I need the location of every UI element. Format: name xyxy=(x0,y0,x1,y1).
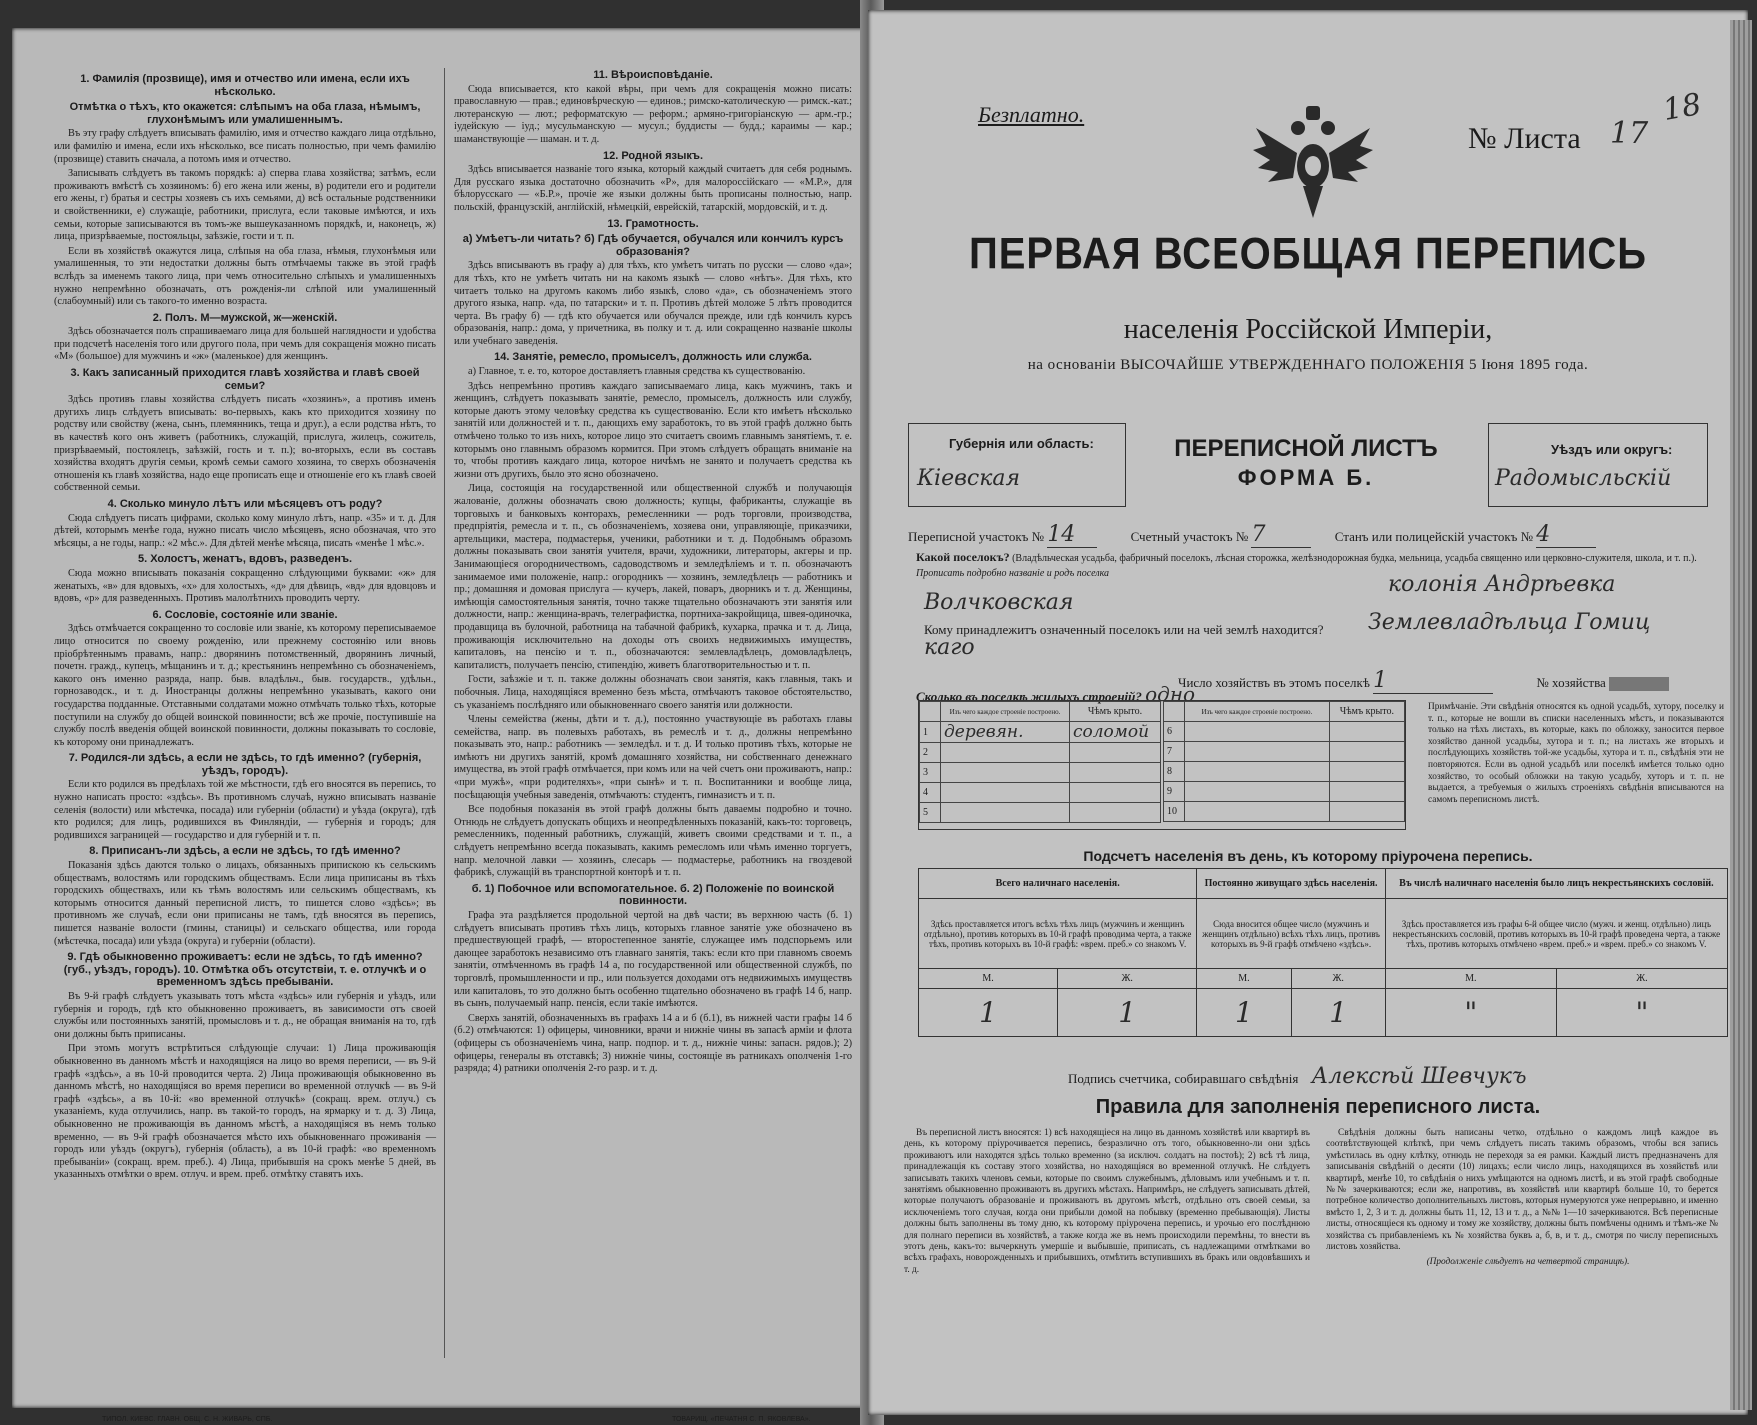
instruction-heading: 1. Фамилія (прозвище), имя и отчество или имена, если ихъ нѣсколько. xyxy=(80,73,410,98)
hozyaistvo-number-label: № хозяйства xyxy=(1536,675,1606,690)
instruction-paragraph: Сюда можно вписывать показанія сокращенно слѣдующими буквами: «ж» для женатыхъ, «в» для вдовыхъ, «х» для холостыхъ, «д» для дѣвицъ, «вд» для вдовцовъ и вдовъ, «р» для разведенныхъ. Противъ малолѣтнихъ проводить черту. xyxy=(54,567,436,605)
uezd-value: Радомысльскій xyxy=(1495,466,1672,491)
bld-head-material: Изъ чего каждое строеніе построено. xyxy=(1185,702,1330,722)
instruction-heading: 5. Холостъ, женатъ, вдовъ, разведенъ. xyxy=(137,553,353,566)
right-page xyxy=(868,10,1748,1415)
page-edges xyxy=(1730,20,1752,1410)
hozyaistvo-number-redacted xyxy=(1609,677,1669,691)
handwritten-page-number: 18 xyxy=(1660,86,1704,129)
rules-title: Правила для заполненія переписного листа. xyxy=(1095,1096,1541,1118)
form-name xyxy=(1124,423,1488,491)
bld-row1-roof: соломой xyxy=(1069,722,1160,743)
instruction-paragraph: Если въ хозяйствѣ окажутся лица, слѣпыя на оба глаза, нѣмыя, глухонѣмыя или умалишенныя, то эти недостатки должны быть отмѣчаемы также въ этой графѣ вслѣдъ за именемъ такого лица, при чемъ относительно слѣпыхъ и умалишенныхъ нужно непремѣнно обозначать, отъ рожденія-ли слѣпой или умалишенный (слабоумный) или съ такого-то именно возраста. xyxy=(54,245,436,308)
schetny-value: 7 xyxy=(1251,522,1311,548)
instruction-paragraph: Графа эта раздѣляется продольной чертой на двѣ части; въ верхнюю часть (б. 1) слѣдуетъ вписывать противъ тѣхъ лицъ, которыхъ главное занятіе уже обозначено въ предшествующей графѣ, — второстепенное занятіе, служащее имъ подспорьемъ или дающее заработокъ независимо отъ главнаго занятія, такъ: если кто при главномъ своемъ занятіи, отмѣченномъ въ графѣ 14 а, по государственной или общественной службѣ, по торговлѣ, промышленности и пр., или пользуется доходами отъ недвижимыхъ имуществъ или капиталовъ, то это должно быть особенно тщательно обозначено въ графѣ 14 б, напр. въ сынъ, получаемый напр. пенсія, если такіе имѣются. xyxy=(454,910,852,1010)
imprint-right: ТОВАРИЩ. «ПЕЧАТНЯ С. П. ЯКОВЛЕВА». xyxy=(672,1416,811,1423)
rules-text-left: Въ переписной листъ вносятся: 1) всѣ находящіеся на лицо въ данномъ хозяйствѣ или квартирѣ въ день, къ которому пріурочивается перепись, безразлично отъ того, обыкновенно-ли они здѣсь проживаютъ или находятся здѣсь только временно (за исключ. солдатъ на постоѣ); 2) всѣ тѣ лица, принадлежащія къ составу этого хозяйства, но находящіяся во временной отлучкѣ. Не слѣдуетъ записывать такихъ членовъ семьи, которые по своимъ служебнымъ, дѣловымъ или учебнымъ и т. п. занятіямъ обыкновенно проживаютъ въ другихъ мѣстахъ. Напримѣръ, не слѣдуетъ записывать дѣтей, которые получаютъ образованіе и проживаютъ въ другомъ мѣстѣ, отдѣльно отъ своей семьи, за исключеніемъ того случая, когда они прибыли домой на побывку (временно пребывающія). Листы должны быть заполнены въ тому дню, къ которому пріурочена перепись, и урочью его послѣднюю для полнаго переписи въ хозяйствѣ, а также когда же въ немъ происходили перемѣны, то внести въ этотъ день, какъ-то: вычеркнуть умершіе и выбывшіе, приписать, съ надлежащими отмѣтками во всѣхъ графахъ, новорожденныхъ и прибывшихъ, отмѣтить вступившихъ въ бракъ или овдовѣвшихъ и т. д. xyxy=(904,1128,1310,1275)
poselok-hint2: Прописать подробно названіе и родъ поселка xyxy=(916,568,1110,579)
col-female: Ж. xyxy=(1556,969,1727,989)
gubernia-box xyxy=(908,423,1126,507)
instruction-paragraph: Здѣсь вписываютъ въ графу а) для тѣхъ, кто умѣетъ читать по русски — слово «да»; для тѣхъ, кто не умѣетъ читать ни на какомъ языкѣ — слово «нѣтъ». Для тѣхъ, кто читаетъ только на другомъ какомъ либо языкѣ, слово «да», съ обозначеніемъ этого другого языка, напр. «да, по татарски» и т. п. Противъ дѣтей моложе 5 лѣтъ проводится черта. Въ графу б) — гдѣ кто обучается или обучался прежде, или гдѣ кончилъ курсъ образованія, напр.: дома, у причетника, въ полку и т. д. или сокращенно названіе школы или учебнаго заведенія. xyxy=(454,260,852,347)
rules-column-right xyxy=(1326,1128,1718,1269)
uezd-box xyxy=(1488,423,1708,507)
bld-head-roof: Чѣмъ крыто. xyxy=(1329,702,1404,722)
legal-basis: на основаніи ВЫСОЧАЙШЕ УТВЕРЖДЕННАГО ПОЛОЖЕНІЯ 5 Іюня 1895 года. xyxy=(1027,357,1589,373)
pop-value: " xyxy=(1556,989,1727,1037)
rules-column-left xyxy=(904,1128,1310,1276)
instruction-paragraph: а) Главное, т. е. то, которое доставляетъ главныя средства къ существованію. xyxy=(468,366,806,378)
bld-head-roof: Чѣмъ крыто. xyxy=(1069,702,1160,722)
pop-desc-nonpeasant: Здѣсь проставляется изъ графы 6-й общее число (мужч. и женщ. отдѣльно) лицъ некрестьянскихъ сословій, противъ которыхъ въ 10-й графѣ проведена черта, а также тѣхъ, противъ которыхъ отмѣчено «врем. преб.» и «врем. преб.» со знакомъ V. xyxy=(1385,899,1727,969)
left-page xyxy=(12,28,884,1423)
instruction-heading: 8. Приписанъ-ли здѣсь, а если не здѣсь, то гдѣ именно? xyxy=(89,845,401,858)
signature-line xyxy=(1068,1064,1527,1089)
hozyaistv-label: Число хозяйствъ въ этомъ поселкѣ xyxy=(1178,675,1370,690)
census-title: ПЕРВАЯ ВСЕОБЩАЯ ПЕРЕПИСЬ xyxy=(969,229,1647,279)
population-table xyxy=(918,868,1728,1048)
komu-label: Кому принадлежитъ означенный поселокъ или на чей землѣ находится? xyxy=(924,622,1324,637)
instruction-paragraph: Показанія здѣсь даются только о лицахъ, обязанныхъ припискою къ сельскимъ обществамъ, волостямъ или городскимъ обществамъ. Если лица приписаны въ тѣхъ городскихъ обществахъ, или къ тѣмъ волостямъ или сельскимъ обществамъ, къ которымъ относится данный переписной листъ, то пишется слово «здѣсь»; въ противномъ же случаѣ, если они приписаны не тамъ, гдѣ вносятся въ перепись, пишется названіе волости (гмины, станицы) и сельскаго общества, или города (мѣстечка, посада) или уѣзда (округа) и губерніи (области). xyxy=(54,860,436,947)
sheet-number-value: 17 xyxy=(1610,116,1649,151)
buildings-table xyxy=(918,700,1406,830)
instruction-paragraph: Въ 9-й графѣ слѣдуетъ указывать тотъ мѣста «здѣсь» или губернія и уѣздъ, или губернія и городъ, гдѣ кто обыкновенно проживаетъ, въ зависимости отъ своей службы или постоянныхъ занятій, промысловъ и т. д., не обращая вниманія на то, гдѣ они должны быть приписаны. xyxy=(54,990,436,1040)
buildings-subtable-right xyxy=(1163,701,1405,822)
pop-head-permanent: Постоянно живущаго здѣсь населенія. xyxy=(1197,869,1386,899)
instruction-heading: 6. Сословіе, состояніе или званіе. xyxy=(152,608,338,621)
instruction-heading: 3. Какъ записанный приходится главѣ хозяйства и главѣ своей семьи? xyxy=(70,367,420,392)
instruction-paragraph: При этомъ могутъ встрѣтиться слѣдующіе случаи: 1) Лица проживающія обыкновенно въ данномъ мѣстѣ и находящіяся на лицо во время переписи, — въ 9-й графѣ «здѣсь», а въ 10-й проводится черта. 2) Лица проживающія обыкновенно въ данномъ мѣстѣ, но находящіяся во время переписи во временной отлучкѣ — въ 9-й графѣ «здѣсь», а въ 10-й: «во временной отлучкѣ» (сокращ. врем. отлуч.) съ указаніемъ, куда отлучились, напр. въ такой-то городъ, на ярмарку и т. д. 3) Лица, обыкновенно не проживающія въ данномъ мѣстѣ, а находящіяся въ немъ только временно, — въ 9-й графѣ обозначается мѣсто ихъ обыкновеннаго проживанія — городъ или уѣздъ (округъ), губернія (область), а въ 10-й графѣ: «во временномъ пребываніи» (сокращ. врем. преб.). 4) Лица, прибывшія на срокъ менѣе 5 дней, въ указанныхъ отмѣтки о врем. отлуч. и врем. преб. отмѣтку ставятъ ихъ. xyxy=(54,1043,436,1181)
uchastok-value: 14 xyxy=(1047,522,1097,548)
bld-head-material: Изъ чего каждое строеніе построено. xyxy=(941,702,1070,722)
pop-desc-permanent: Сюда вносится общее число (мужчинъ и женщинъ отдѣльно) всѣхъ тѣхъ лицъ, противъ которыхъ въ 9-й графѣ отмѣчено «здѣсь». xyxy=(1197,899,1386,969)
instruction-heading: 14. Занятіе, ремесло, промыселъ, должность или служба. xyxy=(494,351,812,364)
col-female: Ж. xyxy=(1058,969,1197,989)
col-male: М. xyxy=(1385,969,1556,989)
bld-row-num: 9 xyxy=(1164,782,1185,802)
instructions-column-left xyxy=(54,70,436,1184)
gubernia-value: Кіевская xyxy=(917,466,1021,491)
hozyaistv-line xyxy=(1178,668,1669,694)
instruction-heading: 11. Вѣроисповѣданіе. xyxy=(593,69,713,81)
col-female: Ж. xyxy=(1291,969,1385,989)
bld-row-num: 8 xyxy=(1164,762,1185,782)
census-subtitle: населенія Россійской Имперіи, xyxy=(1123,314,1493,345)
instructions-column-right xyxy=(454,66,852,1078)
uchastok-line xyxy=(908,522,1596,548)
instruction-paragraph: Сюда вписывается, кто какой вѣры, при чемъ для сокращенія можно писать: православную — прав.; единовѣрческую — единов.; римско-католическую — римск.-кат.; лютеранскую — лют.; реформатскую — реформ.; армяно-григоріанскую — арм.-гр.; іудейскую — іуд.; мусульманскую — мусул.; буддисты — будд.; караимы — кар.; шаманствующіе — шаман. и т. д. xyxy=(454,83,852,145)
instruction-heading: 13. Грамотность. xyxy=(607,217,699,230)
instruction-heading: 7. Родился-ли здѣсь, а если не здѣсь, то гдѣ именно? (губернія, уѣздъ, городъ). xyxy=(68,752,422,777)
free-of-charge-label: Безплатно. xyxy=(978,102,1085,127)
imprint-left: ТИПОЛ. КИЕВС. ГЛАВН. ОБЩ. С. Н. ЖИВАРЬ, СПБ. xyxy=(102,1416,273,1423)
bld-row1-material: деревян. xyxy=(941,722,1070,743)
instruction-paragraph: Сюда слѣдуетъ писать цифрами, сколько кому минуло лѣтъ, напр. «35» и т. д. Для дѣтей, которымъ менѣе года, нужно писать число мѣсяцевъ, ясно обозначая, что это мѣсяцы, а не годы, напр.: «2 мѣс.». Для дѣтей менѣе мѣсяца, писать «менѣе 1 мѣс.». xyxy=(54,512,436,549)
bld-row-num: 1 xyxy=(920,722,941,743)
bld-row-num: 2 xyxy=(920,743,941,763)
uezd-label: Уѣздъ или округъ: xyxy=(1551,442,1673,457)
instruction-paragraph: Сверхъ занятій, обозначенныхъ въ графахъ 14 а и б (б.1), въ нижней части графы 14 б (б.2) отмѣчаются: 1) офицеры, чиновники, врачи и нижніе чины въ запасѣ арміи и флота (офицеры съ обозначеніемъ чина, напр. подпор. и т. д., нижніе чины: запасн. рядов.); 2) офицеры, генералы въ отставкѣ; 3) нижніе чины, состоящіе въ ратникахъ ополченія 1-го разряда; 4) ратники ополченія 2-го разр. и т. д. xyxy=(454,1012,852,1075)
instruction-heading: а) Умѣетъ-ли читать? б) Гдѣ обучается, обучался или кончилъ курсъ образованія? xyxy=(462,233,844,258)
instruction-paragraph: Здѣсь непремѣнно противъ каждаго записываемаго лица, какъ мужчинъ, такъ и женщинъ, слѣдуетъ показывать занятіе, ремесло, промыселъ, должность или службу, которые даютъ этому человѣку средства къ существованію. Если кто имѣетъ нѣсколько занятій или должностей и т. п., дающихъ ему заработокъ, то въ этой графѣ должно быть отмѣчено только то изъ нихъ, которое лицо это считаетъ своимъ главнымъ занятіемъ, т. е. которымъ оно главнымъ образомъ кормится. При этомъ слѣдуетъ обращать вниманіе на то, чтобы противъ каждаго лица, которое ничѣмъ не занято и получаетъ средства къ жизни отъ другихъ, было это ясно обозначено. xyxy=(454,380,852,480)
double-headed-eagle-emblem xyxy=(1248,98,1378,223)
poselok-value: колонія Андрѣевка xyxy=(1388,572,1616,597)
stan-label: Станъ или полицейскій участокъ № xyxy=(1334,529,1534,544)
header-boxes xyxy=(908,423,1728,507)
pop-value: 1 xyxy=(1291,989,1385,1037)
pop-value: " xyxy=(1385,989,1556,1037)
pop-value: 1 xyxy=(919,989,1058,1037)
gubernia-label: Губернія или область: xyxy=(949,436,1094,451)
stroeniy-label: Сколько въ поселкѣ жилыхъ строеній? xyxy=(916,689,1142,704)
bld-row-num: 6 xyxy=(1164,722,1185,742)
hozyaistv-value: 1 xyxy=(1373,668,1493,694)
bld-row-num: 10 xyxy=(1164,802,1185,822)
komu-value: Землевладѣльца Гомиц xyxy=(1368,610,1651,635)
bld-row-num: 4 xyxy=(920,783,941,803)
instruction-paragraph: Гости, заѣзжіе и т. п. также должны обозначать свои занятія, какъ главныя, такъ и побочныя. Лица, находящіяся временно безъ мѣста, отмѣчаютъ таковое обстоятельство, съ указаніемъ послѣдняго или обыкновеннаго своего занятія или должности. xyxy=(454,674,852,711)
stan-value: 4 xyxy=(1536,522,1596,548)
pop-desc-total: Здѣсь проставляется итогъ всѣхъ тѣхъ лицъ (мужчинъ и женщинъ отдѣльно), противъ которыхъ въ 10-й графѣ проводима черта, а также тѣхъ, противъ которыхъ въ 10-й графѣ: «врем. преб.» со знакомъ V. xyxy=(919,899,1197,969)
instruction-heading: 4. Сколько минуло лѣтъ или мѣсяцевъ отъ роду? xyxy=(107,498,383,510)
buildings-note: Примѣчаніе. Эти свѣдѣнія относятся къ одной усадьбѣ, хутору, поселку и т. п., которые не вошли въ списки населенныхъ мѣстъ, и показываются только на тѣхъ листахъ, въ которые, какъ по обложку, заносится первое хозяйство данной усадьбы, хутора и т. п.; на листахъ же вторыхъ и послѣдующихъ хозяйствъ той-же усадьбы, хутора и т. п., свѣдѣнія эти не повторяются. Если въ одной усадьбѣ или поселкѣ имѣется только одно хозяйство, то особый обложки на такую усадьбу, хуторъ и т. п. не выдается, а требуемыя о жилыхъ строеніяхъ свѣдѣнія вписываются на самомъ переписномъ листѣ. xyxy=(1428,702,1724,805)
komu-value-2: каго xyxy=(924,635,975,660)
instruction-paragraph: Здѣсь противъ главы хозяйства слѣдуетъ писать «хозяинъ», а противъ именъ другихъ лицъ слѣдуетъ вписывать: во-первыхъ, какъ кто приходится хозяину по родству или свойству (жена, сынъ, племянникъ, теща и друг.), а если родства нѣтъ, то въ качествѣ кого онъ живетъ (работникъ, служащій, прислуга, жилецъ, сожитель, призрѣваемый, постоялецъ, заѣзжій, гость и т. п.); во-вторыхъ, если въ составъ хозяйства входятъ другія семьи, кромѣ семьи самого хозяина, то сверхъ обозначенія отношенія къ главѣ хозяйства, надо еще прописать еще и отношеніе его къ главѣ своей собственной семьи. xyxy=(54,394,436,494)
instruction-heading: б. 1) Побочное или вспомогательное. б. 2) Положеніе по воинской повинности. xyxy=(471,882,835,908)
signature-label: Подпись счетчика, собиравшаго свѣдѣнія xyxy=(1068,1071,1299,1086)
form-title: ПЕРЕПИСНОЙ ЛИСТЪ xyxy=(1174,435,1438,462)
instruction-paragraph: Члены семейства (жены, дѣти и т. д.), постоянно участвующіе въ работахъ главы семейства, напр. въ полевыхъ работахъ, въ ремеслѣ и т. д., должны непремѣнно показывать это, напр.: работникъ — земледѣл. и т. д. И только противъ тѣхъ, которые не имѣютъ ни другихъ занятій, кромѣ домашняго хозяйства, ни собственнаго денежнаго имущества, въ этой графѣ отмѣчается, при комъ или на чей счетъ они проживаютъ, напр.: «при мужѣ», «при родителяхъ», «при сынѣ» и т. п. Воспитанники и вообще лица, посѣщающія учебныя заведенія, отмѣчаютъ: студентъ, гимназистъ и т. п. xyxy=(454,714,852,801)
buildings-table-left xyxy=(919,701,1161,829)
schetny-label: Счетный участокъ № xyxy=(1130,529,1249,544)
instruction-heading: Отмѣтка о тѣхъ, кто окажется: слѣпымъ на оба глаза, нѣмымъ, глухонѣмымъ или умалишеннымъ. xyxy=(69,101,421,126)
rules-text-right: Свѣдѣнія должны быть написаны четко, отдѣльно о каждомъ лицѣ каждое въ соотвѣтствующей клѣткѣ, при чемъ слѣдуетъ писать такимъ образомъ, чтобы вся запись умѣстилась въ одну клѣтку, отнюдь не переходя за ея рамки. Каждый листъ предназначенъ для записыванія свѣдѣній о десяти (10) лицахъ; если число лицъ, находящихся въ хозяйствѣ или квартирѣ, менѣе 10, то свѣдѣнія о нихъ умѣщаются на одномъ листѣ, и въ этой графѣ свободные №№ зачеркиваются; если же, напротивъ, въ хозяйствѣ или квартирѣ больше 10, то берется потребное количество дополнительныхъ листовъ, которыя нумеруются уже непрерывно, и именно вмѣсто 1, 2, 3 и т. д. должны быть 11, 12, 13 и т. д., а №№ 1—10 зачеркиваются. Всѣ переписные листы, относящіеся къ одному и тому же хозяйству, должны быть помѣчены однимъ и тѣмъ-же № хозяйства съ прибавленіемъ къ № хозяйства буквъ а, б, в, и т. д., смотря по числу переписныхъ листовъ хозяйства. xyxy=(1326,1128,1718,1253)
instruction-heading: 9. Гдѣ обыкновенно проживаетъ: если не здѣсь, то гдѣ именно? (губ., уѣздъ, городъ). 10. Отмѣтка объ отсутствіи, т. е. отлучкѣ и о временномъ здѣсь пребываніи. xyxy=(63,951,427,989)
pop-head-total: Всего наличнаго населенія. xyxy=(919,869,1197,899)
instruction-paragraph: Здѣсь обозначается полъ спрашиваемаго лица для большей наглядности и удобства при подсчетѣ населенія того или другого пола, при чемъ для сокращенія можно писать «М» (большое) для мужчинъ и «ж» (маленькое) для женщинъ. xyxy=(54,326,436,363)
poselok-value-2: Волчковская xyxy=(924,590,1074,615)
sheet-number-label: № Листа xyxy=(1468,122,1581,155)
rules-footer: (Продолженіе слѣдуетъ на четвертой страницѣ). xyxy=(1426,1257,1630,1268)
instruction-paragraph: Записывать слѣдуетъ въ такомъ порядкѣ: а) сперва глава хозяйства; затѣмъ, если проживаютъ вмѣстѣ съ хозяиномъ: б) его жена или жены, в) родители его и родители его жены, г) братья и сестры хозяевъ съ ихъ семьями, д) всѣ остальные родственники и свойственники, е) служащіе, работники, прислуга, если таковые имѣются, и ихъ семьи, которые записываются въ томъ-же вышеуказанномъ порядкѣ, и, наконецъ, ж) лица, призрѣваемые, постояльцы, заѣзжіе, гости и т. п. xyxy=(54,168,436,243)
population-count-table xyxy=(918,868,1728,1037)
instruction-paragraph: Въ эту графу слѣдуетъ вписывать фамилію, имя и отчество каждаго лица отдѣльно, или фамилію и имена, если ихъ нѣсколько, все писать полностью, при чемъ фамилію (прозвище) ставить сначала, а потомъ имя и отчество. xyxy=(54,128,436,165)
instruction-heading: 12. Родной языкъ. xyxy=(602,149,703,162)
instruction-paragraph: Лица, состоящія на государственной или общественной службѣ и получающія жалованіе, должны обозначать свою должность; купцы, фабриканты, служащіе въ торговыхъ и банковыхъ конторахъ, ремесленники — родъ торговли, производства, предпріятія, ремесла и т. п., съ обозначеніемъ, хозяева они, управляющіе, приказчики, артельщики, мастера, подмастерья, ученики, работники и т. д. Подобнымъ образомъ должны показывать свои занятія учителя, врачи, художники, литераторы, акгеры и пр. Занимающіеся огородничествомъ, садоводствомъ и земледѣліемъ и т. п. обозначаютъ занимаемое ими положеніе, напр.: огородникъ — хозяинъ, земледѣлецъ — работникъ и пр.; домашняя и домовая прислуга — кучеръ, лакей, поваръ, дворникъ и т. д. Женщины, имѣющія самостоятельныя занятія, точно также тщательно обозначаютъ эти занятія или должности, напр.: женщина-врачъ, телеграфистка, портниха-закройщица, швея-одиночка, продавщица въ булочной, работница на табачной фабрикѣ, кухарка, прачка и т. д. Лица, проживающія исключительно на доходы отъ своихъ недвижимыхъ имуществъ, капиталовъ, на пенсію и т. п., обозначаются: землевладѣлецъ, домовладѣлецъ, капиталистъ, получаетъ пенсію, стипендію, живетъ благотворительностью и т. п. xyxy=(454,483,852,671)
col-male: М. xyxy=(1197,969,1291,989)
buildings-subtable-left xyxy=(919,701,1161,823)
pop-value: 1 xyxy=(1197,989,1291,1037)
instruction-paragraph: Все подобныя показанія въ этой графѣ должны быть даваемы подробно и точно. Отнюдь не слѣдуетъ допускать общихъ и неопредѣленныхъ показаній, какъ-то: торговецъ, ремесленникъ, поденный работникъ, служащій, живетъ своими средствами и т. п., а слѣдуетъ непремѣнно всегда показывать, какимъ ремесломъ или чѣмъ именно торгуетъ, напр. мелочной лавки — хозяинъ, слесарь — подмастерье, работникъ на гвоздевой фабрикѣ, служащій въ транспортной конторѣ и т. п. xyxy=(454,804,852,879)
col-male: М. xyxy=(919,969,1058,989)
pop-value: 1 xyxy=(1058,989,1197,1037)
buildings-table-right xyxy=(1163,701,1405,829)
bld-row-num: 3 xyxy=(920,763,941,783)
form-type: ФОРМА Б. xyxy=(1237,465,1375,490)
poselok-hint: (Владѣльческая усадьба, фабричный поселокъ, лѣсная сторожка, желѣзнодорожная будка, мельница, усадьба священно или церковно-служителя, школа, и т. п.). xyxy=(1012,553,1697,564)
instruction-paragraph: Здѣсь вписывается названіе того языка, который каждый считаетъ для себя роднымъ. Для русскаго языка достаточно обозначить «Р», для малороссійскаго — «М.Р.», для бѣлорусскаго — «Б.Р.», прочіе же языки должны быть прописаны полностью, напр. польскій, французскій, англійскій, нѣмецкій, еврейскій, татарскій, мордовскій, и т. д. xyxy=(454,164,852,213)
pop-head-nonpeasant: Въ числѣ наличнаго населенія было лицъ некрестьянскихъ сословій. xyxy=(1385,869,1727,899)
stroeniy-value: одно xyxy=(1145,682,1196,706)
instruction-paragraph: Если кто родился въ предѣлахъ той же мѣстности, гдѣ его вносятся въ перепись, то нужно написать просто: «здѣсь». Въ противномъ случаѣ, нужно вписывать названіе селенія (волости) или мѣстечка, посада) или губерніи (области) и уѣзда (округа), гдѣ кто родился; для лицъ, родившихся въ Финляндіи, — губернія и городъ; для родившихся заграницей — государство и для губерній и т. п. xyxy=(54,779,436,841)
instruction-heading: 2. Полъ. М—мужской, ж—женскій. xyxy=(152,311,338,324)
bld-row-num: 7 xyxy=(1164,742,1185,762)
poselok-label: Какой поселокъ? xyxy=(916,550,1010,564)
population-count-title: Подсчетъ населенія въ день, къ которому пріурочена перепись. xyxy=(1083,848,1533,864)
signature-value: Алексѣй Шевчукъ xyxy=(1311,1064,1527,1089)
instruction-paragraph: Здѣсь отмѣчается сокращенно то сословіе или званіе, къ которому переписываемое лицо относится по своему рожденію, или прежнему состоянію или вновь пріобрѣтеннымъ правамъ, напр.: дворянинъ потомственный, дворянинъ личный, почетн. гражд., купецъ, мѣщанинъ и т. д.; крестьянинъ непремѣнно съ обозначеніемъ, какого онъ именно разряда, напр. быв. владѣльч., быв. государств., удѣльн., горнозаводск., и т. д. Иностранцы должны непремѣнно указывать, какого они государства подданные. Отставными солдатами можно отмѣчать только тѣхъ, которые поступили на службу до общей воинской повинности; всѣ же прочіе, поступившіе на службу послѣ введенія общей воинской повинности, должны показывать то сословіе, къ которому они принадлежатъ. xyxy=(54,623,436,748)
column-divider xyxy=(444,68,445,1358)
uchastok-label: Переписной участокъ № xyxy=(908,529,1045,544)
bld-row-num: 5 xyxy=(920,803,941,823)
